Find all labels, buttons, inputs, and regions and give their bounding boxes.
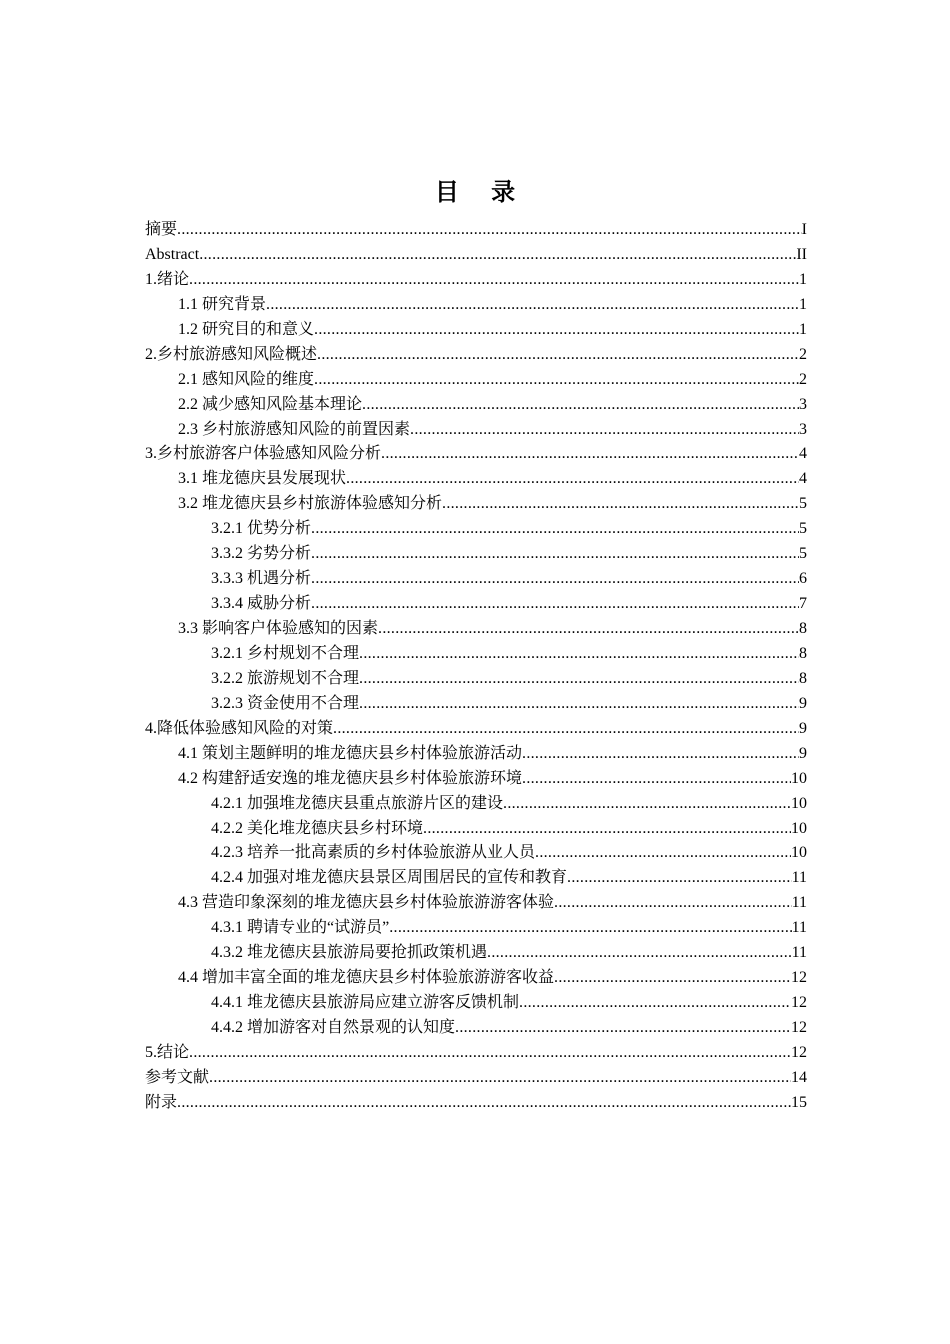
toc-entry-page-number: 1 [799, 270, 807, 288]
toc-entry[interactable] [145, 717, 807, 742]
toc-entry[interactable] [145, 343, 807, 368]
toc-entry-title: 1.1 研究背景 [178, 295, 267, 313]
toc-entry[interactable] [145, 1041, 807, 1066]
toc-dot-leader [317, 343, 799, 368]
toc-entry[interactable] [145, 467, 807, 492]
toc-entry-page-number: 10 [791, 844, 807, 862]
toc-dot-leader [455, 1016, 791, 1041]
toc-entry-title: 4.4.2 增加游客对自然景观的认知度 [211, 1019, 456, 1036]
toc-entry[interactable] [145, 817, 807, 842]
toc-entry-page-number: 1 [799, 320, 807, 338]
toc-entry-title: 3.3 影响客户体验感知的因素 [178, 620, 379, 637]
toc-entry-page-number: 3 [799, 420, 807, 438]
toc-dot-leader [177, 1091, 791, 1116]
toc-entry-page-number: 1 [799, 295, 807, 313]
toc-entry-page-number: 5 [799, 495, 807, 513]
toc-entry-title: 2.1 感知风险的维度 [178, 370, 315, 388]
toc-entry[interactable] [145, 1066, 807, 1091]
toc-entry-page-number: 11 [791, 944, 807, 962]
toc-entry-title: 4.3.1 聘请专业的“试游员” [211, 919, 390, 937]
toc-entry-page-number: 9 [799, 694, 807, 712]
toc-entry-title: 2.2 减少感知风险基本理论 [178, 395, 363, 413]
toc-entry-page-number: II [796, 245, 807, 263]
toc-entry-title: 3.2.1 乡村规划不合理 [211, 644, 360, 662]
toc-entry-page-number: 12 [791, 1043, 807, 1061]
toc-entry-page-number: 12 [791, 994, 807, 1012]
toc-entry[interactable] [145, 941, 807, 966]
toc-dot-leader [487, 941, 792, 966]
toc-entry-page-number: 4 [799, 445, 807, 463]
toc-entry-title: 3.2 堆龙德庆县乡村旅游体验感知分析 [178, 495, 443, 513]
toc-entry-title: 1.2 研究目的和意义 [178, 320, 315, 338]
toc-entry[interactable] [145, 692, 807, 717]
page-title: 目 录 [434, 178, 528, 206]
toc-entry[interactable] [145, 866, 807, 891]
toc-entry-title: 3.乡村旅游客户体验感知风险分析 [145, 445, 382, 463]
toc-entry-title: 2.3 乡村旅游感知风险的前置因素 [178, 420, 411, 438]
toc-entry[interactable] [145, 492, 807, 517]
toc-dot-leader [522, 767, 791, 792]
toc-dot-leader [311, 542, 799, 567]
toc-dot-leader [359, 692, 799, 717]
toc-dot-leader [378, 617, 799, 642]
toc-dot-leader [266, 293, 799, 318]
toc-dot-leader [311, 592, 799, 617]
toc-entry[interactable] [145, 592, 807, 617]
toc-entry-title: 3.2.1 优势分析 [211, 520, 312, 538]
toc-entry[interactable] [145, 368, 807, 393]
toc-entry[interactable] [145, 393, 807, 418]
toc-dot-leader [189, 1041, 791, 1066]
toc-entry[interactable] [145, 268, 807, 293]
toc-entry[interactable] [145, 991, 807, 1016]
toc-entry-page-number: 2 [799, 370, 807, 388]
toc-entry[interactable] [145, 642, 807, 667]
toc-entry[interactable] [145, 891, 807, 916]
toc-entry-page-number: 15 [791, 1093, 807, 1111]
toc-entry[interactable] [145, 243, 807, 268]
toc-entry-title: 4.2.4 加强对堆龙德庆县景区周围居民的宣传和教育 [211, 869, 568, 887]
toc-entry[interactable] [145, 617, 807, 642]
toc-dot-leader [503, 792, 791, 817]
toc-entry-page-number: 9 [799, 719, 807, 737]
toc-entry-title: 4.2.3 培养一批高素质的乡村体验旅游从业人员 [211, 844, 536, 862]
toc-entry[interactable] [145, 318, 807, 343]
toc-entry-page-number: 8 [799, 669, 807, 687]
toc-dot-leader [410, 418, 799, 443]
toc-dot-leader [177, 218, 802, 243]
table-of-contents [145, 218, 807, 1116]
toc-entry-page-number: I [801, 221, 807, 238]
toc-dot-leader [389, 916, 791, 941]
toc-entry[interactable] [145, 667, 807, 692]
toc-entry-title: 4.1 策划主题鲜明的堆龙德庆县乡村体验旅游活动 [178, 744, 523, 762]
toc-entry-title: 参考文献 [145, 1068, 210, 1086]
toc-dot-leader [381, 442, 799, 467]
toc-entry[interactable] [145, 966, 807, 991]
toc-entry-title: 1.绪论 [145, 270, 190, 288]
toc-entry-title: 3.3.3 机遇分析 [211, 570, 312, 588]
toc-entry-page-number: 8 [799, 620, 807, 637]
toc-entry-title: 4.2.1 加强堆龙德庆县重点旅游片区的建设 [211, 794, 504, 812]
toc-entry[interactable] [145, 517, 807, 542]
toc-dot-leader [423, 817, 791, 842]
toc-entry-page-number: 3 [799, 395, 807, 413]
toc-entry-page-number: 6 [799, 570, 807, 588]
toc-entry-title: 3.3.4 威胁分析 [211, 595, 312, 613]
toc-entry-title: 4.2.2 美化堆龙德庆县乡村环境 [211, 819, 424, 837]
toc-entry[interactable] [145, 442, 807, 467]
toc-dot-leader [567, 866, 792, 891]
toc-entry-title: 4.4 增加丰富全面的堆龙德庆县乡村体验旅游游客收益 [178, 969, 555, 987]
toc-dot-leader [346, 467, 799, 492]
toc-entry-page-number: 7 [799, 595, 807, 613]
toc-entry[interactable] [145, 293, 807, 318]
toc-entry-page-number: 9 [799, 744, 807, 762]
toc-entry-title: Abstract [145, 245, 200, 263]
toc-dot-leader [554, 891, 792, 916]
toc-entry-title: 摘要 [145, 221, 178, 238]
toc-entry-page-number: 12 [791, 969, 807, 987]
toc-dot-leader [359, 667, 799, 692]
toc-dot-leader [522, 742, 799, 767]
toc-entry-title: 3.2.3 资金使用不合理 [211, 694, 360, 712]
toc-entry[interactable] [145, 218, 807, 243]
toc-entry-title: 4.3 营造印象深刻的堆龙德庆县乡村体验旅游游客体验 [178, 894, 555, 912]
toc-dot-leader [311, 517, 799, 542]
toc-entry-page-number: 10 [791, 769, 807, 787]
toc-entry[interactable] [145, 542, 807, 567]
toc-entry-page-number: 12 [791, 1019, 807, 1036]
toc-entry-page-number: 2 [799, 345, 807, 363]
toc-entry-page-number: 11 [791, 869, 807, 887]
toc-entry[interactable] [145, 1091, 807, 1116]
toc-entry[interactable] [145, 841, 807, 866]
toc-dot-leader [442, 492, 799, 517]
toc-entry-title: 4.3.2 堆龙德庆县旅游局要抢抓政策机遇 [211, 944, 488, 962]
toc-dot-leader [333, 717, 799, 742]
toc-dot-leader [314, 318, 799, 343]
toc-entry-title: 2.乡村旅游感知风险概述 [145, 345, 318, 363]
toc-dot-leader [189, 268, 799, 293]
toc-entry-title: 4.2 构建舒适安逸的堆龙德庆县乡村体验旅游环境 [178, 769, 523, 787]
toc-entry-page-number: 14 [791, 1068, 807, 1086]
toc-dot-leader [199, 243, 796, 268]
toc-entry-page-number: 11 [791, 919, 807, 937]
toc-entry-page-number: 5 [799, 545, 807, 563]
toc-entry-page-number: 5 [799, 520, 807, 538]
toc-entry[interactable] [145, 742, 807, 767]
toc-dot-leader [209, 1066, 791, 1091]
toc-entry-title: 3.2.2 旅游规划不合理 [211, 669, 360, 687]
toc-dot-leader [311, 567, 799, 592]
toc-entry-page-number: 10 [791, 819, 807, 837]
toc-dot-leader [359, 642, 799, 667]
toc-entry-title: 3.1 堆龙德庆县发展现状 [178, 470, 347, 488]
toc-entry-page-number: 8 [799, 644, 807, 662]
toc-entry-title: 附录 [145, 1093, 178, 1111]
toc-dot-leader [519, 991, 791, 1016]
toc-entry-title: 4.降低体验感知风险的对策 [145, 719, 334, 737]
toc-entry-title: 3.3.2 劣势分析 [211, 545, 312, 563]
toc-dot-leader [314, 368, 799, 393]
toc-entry-title: 5.结论 [145, 1043, 190, 1061]
toc-entry[interactable] [145, 567, 807, 592]
toc-dot-leader [362, 393, 799, 418]
toc-dot-leader [554, 966, 791, 991]
toc-entry[interactable] [145, 418, 807, 443]
toc-entry[interactable] [145, 1016, 807, 1041]
toc-entry-page-number: 10 [791, 794, 807, 812]
toc-entry[interactable] [145, 792, 807, 817]
toc-entry[interactable] [145, 767, 807, 792]
toc-entry-page-number: 4 [799, 470, 807, 488]
toc-entry[interactable] [145, 916, 807, 941]
toc-entry-title: 4.4.1 堆龙德庆县旅游局应建立游客反馈机制 [211, 994, 520, 1012]
toc-entry-page-number: 11 [791, 894, 807, 912]
toc-dot-leader [535, 841, 791, 866]
